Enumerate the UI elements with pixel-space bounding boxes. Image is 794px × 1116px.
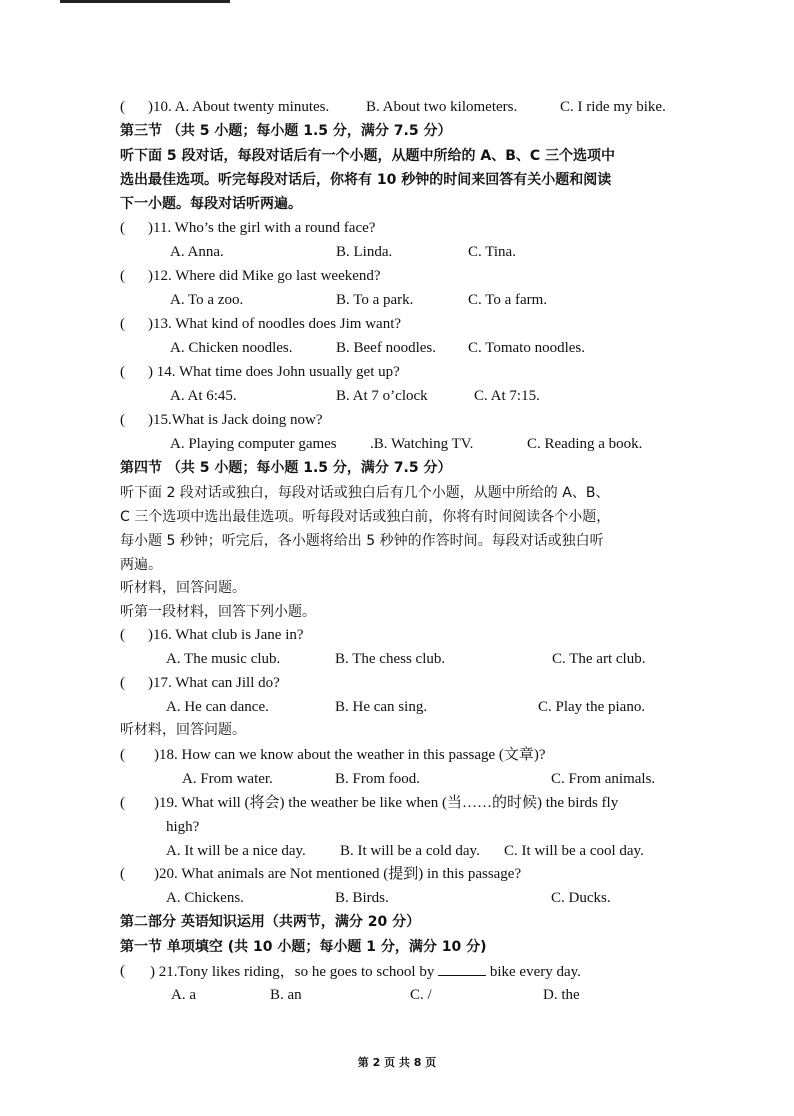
question-19-stem: )19. What will (将会) the weather be like when (当……的时候) the birds fly [154,795,619,811]
question-14-stem: ) 14. What time does John usually get up? [148,364,400,380]
question-18-stem: )18. How can we know about the weather in this passage (文章)? [154,747,546,763]
question-10-option-a: )10. A. About twenty minutes. [148,99,330,115]
answer-bracket[interactable]: ( [120,364,125,380]
section-4-instruction-line-4: 两遍。 [120,557,162,573]
question-17-stem: )17. What can Jill do? [148,675,280,691]
question-21-option-c: C. / [410,987,432,1003]
section-4-instruction-line-2: C 三个选项中选出最佳选项。听每段对话或独白前，你将有时间阅读各个小题， [120,509,611,525]
answer-bracket[interactable]: ( [120,316,125,332]
question-20-option-a: A. Chickens. [166,890,244,906]
question-17-option-a: A. He can dance. [166,699,269,715]
answer-bracket[interactable]: ( [120,795,125,811]
question-18-option-b: B. From food. [335,771,421,787]
listening-subheading: 听材料，回答问题。 [120,722,246,738]
section-4-header: 第四节 （共 5 小题；每小题 1.5 分，满分 7.5 分） [120,460,452,476]
question-10-option-b: B. About two kilometers. [366,99,518,115]
question-14-option-a: A. At 6:45. [170,388,237,404]
question-21-stem-end: bike every day. [489,964,581,980]
question-21-option-d: D. the [543,987,580,1003]
question-13-stem: )13. What kind of noodles does Jim want? [148,316,402,332]
fill-in-blank[interactable] [438,961,486,976]
question-15-stem: )15.What is Jack doing now? [148,412,323,428]
question-21-stem [150,961,581,982]
question-15-option-a: A. Playing computer games [170,436,337,452]
listening-subheading: 听材料，回答问题。 [120,580,246,596]
question-11-option-b: B. Linda. [336,244,393,260]
question-16-stem: )16. What club is Jane in? [148,627,304,643]
question-12-stem: )12. Where did Mike go last weekend? [148,268,381,284]
section-3-header: 第三节 （共 5 小题；每小题 1.5 分，满分 7.5 分） [120,123,452,139]
answer-bracket[interactable]: ( [120,747,125,763]
listening-subheading: 听第一段材料，回答下列小题。 [120,604,316,620]
section-4-instruction-line-1: 听下面 2 段对话或独白，每段对话或独白后有几个小题，从题中所给的 A、B、 [120,485,610,501]
question-13-option-b: B. Beef noodles. [336,340,436,356]
question-11-stem: )11. Who’s the girl with a round face? [148,220,376,236]
question-20-option-b: B. Birds. [335,890,389,906]
answer-bracket[interactable]: ( [120,268,125,284]
answer-bracket[interactable]: ( [120,963,125,979]
question-21-stem-start: ) 21.Tony likes riding，so he goes to school by [150,964,435,980]
answer-bracket[interactable]: ( [120,99,125,115]
question-11-option-c: C. Tina. [468,244,516,260]
question-18-option-c: C. From animals. [551,771,656,787]
question-15-option-c: C. Reading a book. [527,436,643,452]
question-13-option-c: C. Tomato noodles. [468,340,586,356]
question-20-stem: )20. What animals are Not mentioned (提到) in this passage? [154,866,522,882]
question-16-option-c: C. The art club. [552,651,646,667]
question-12-option-a: A. To a zoo. [170,292,244,308]
part-2-header: 第二部分 英语知识运用（共两节，满分 20 分） [120,914,421,930]
question-16-option-b: B. The chess club. [335,651,446,667]
question-19-option-c: C. It will be a cool day. [504,843,644,859]
section-4-instruction-line-3: 每小题 5 秒钟；听完后，各小题将给出 5 秒钟的作答时间。每段对话或独白听 [120,533,604,549]
question-19-stem-continued: high? [166,819,200,835]
question-17-option-b: B. He can sing. [335,699,428,715]
section-3-instruction-line-2: 选出最佳选项。听完每段对话后，你将有 10 秒钟的时间来回答有关小题和阅读 [120,172,612,188]
answer-bracket[interactable]: ( [120,412,125,428]
answer-bracket[interactable]: ( [120,675,125,691]
question-19-option-a: A. It will be a nice day. [166,843,306,859]
question-14-option-b: B. At 7 o’clock [336,388,428,404]
section-3-instruction-line-3: 下一小题。每段对话听两遍。 [120,196,302,212]
question-12-option-c: C. To a farm. [468,292,548,308]
question-21-option-b: B. an [270,987,302,1003]
question-21-option-a: A. a [171,987,196,1003]
answer-bracket[interactable]: ( [120,866,125,882]
question-12-option-b: B. To a park. [336,292,414,308]
answer-bracket[interactable]: ( [120,627,125,643]
question-20-option-c: C. Ducks. [551,890,611,906]
part-2-section-1-header: 第一节 单项填空 (共 10 小题；每小题 1 分，满分 10 分) [120,939,487,955]
question-15-option-b: .B. Watching TV. [370,436,474,452]
question-16-option-a: A. The music club. [166,651,281,667]
question-10-option-c: C. I ride my bike. [560,99,666,115]
question-17-option-c: C. Play the piano. [538,699,646,715]
scan-edge-mark [60,0,230,3]
page-number-footer: 第 2 页 共 8 页 [357,1056,437,1069]
section-3-instruction-line-1: 听下面 5 段对话，每段对话后有一个小题，从题中所给的 A、B、C 三个选项中 [120,148,616,164]
question-14-option-c: C. At 7:15. [474,388,540,404]
question-13-option-a: A. Chicken noodles. [170,340,293,356]
question-18-option-a: A. From water. [182,771,273,787]
question-19-option-b: B. It will be a cold day. [340,843,480,859]
question-11-option-a: A. Anna. [170,244,224,260]
answer-bracket[interactable]: ( [120,220,125,236]
